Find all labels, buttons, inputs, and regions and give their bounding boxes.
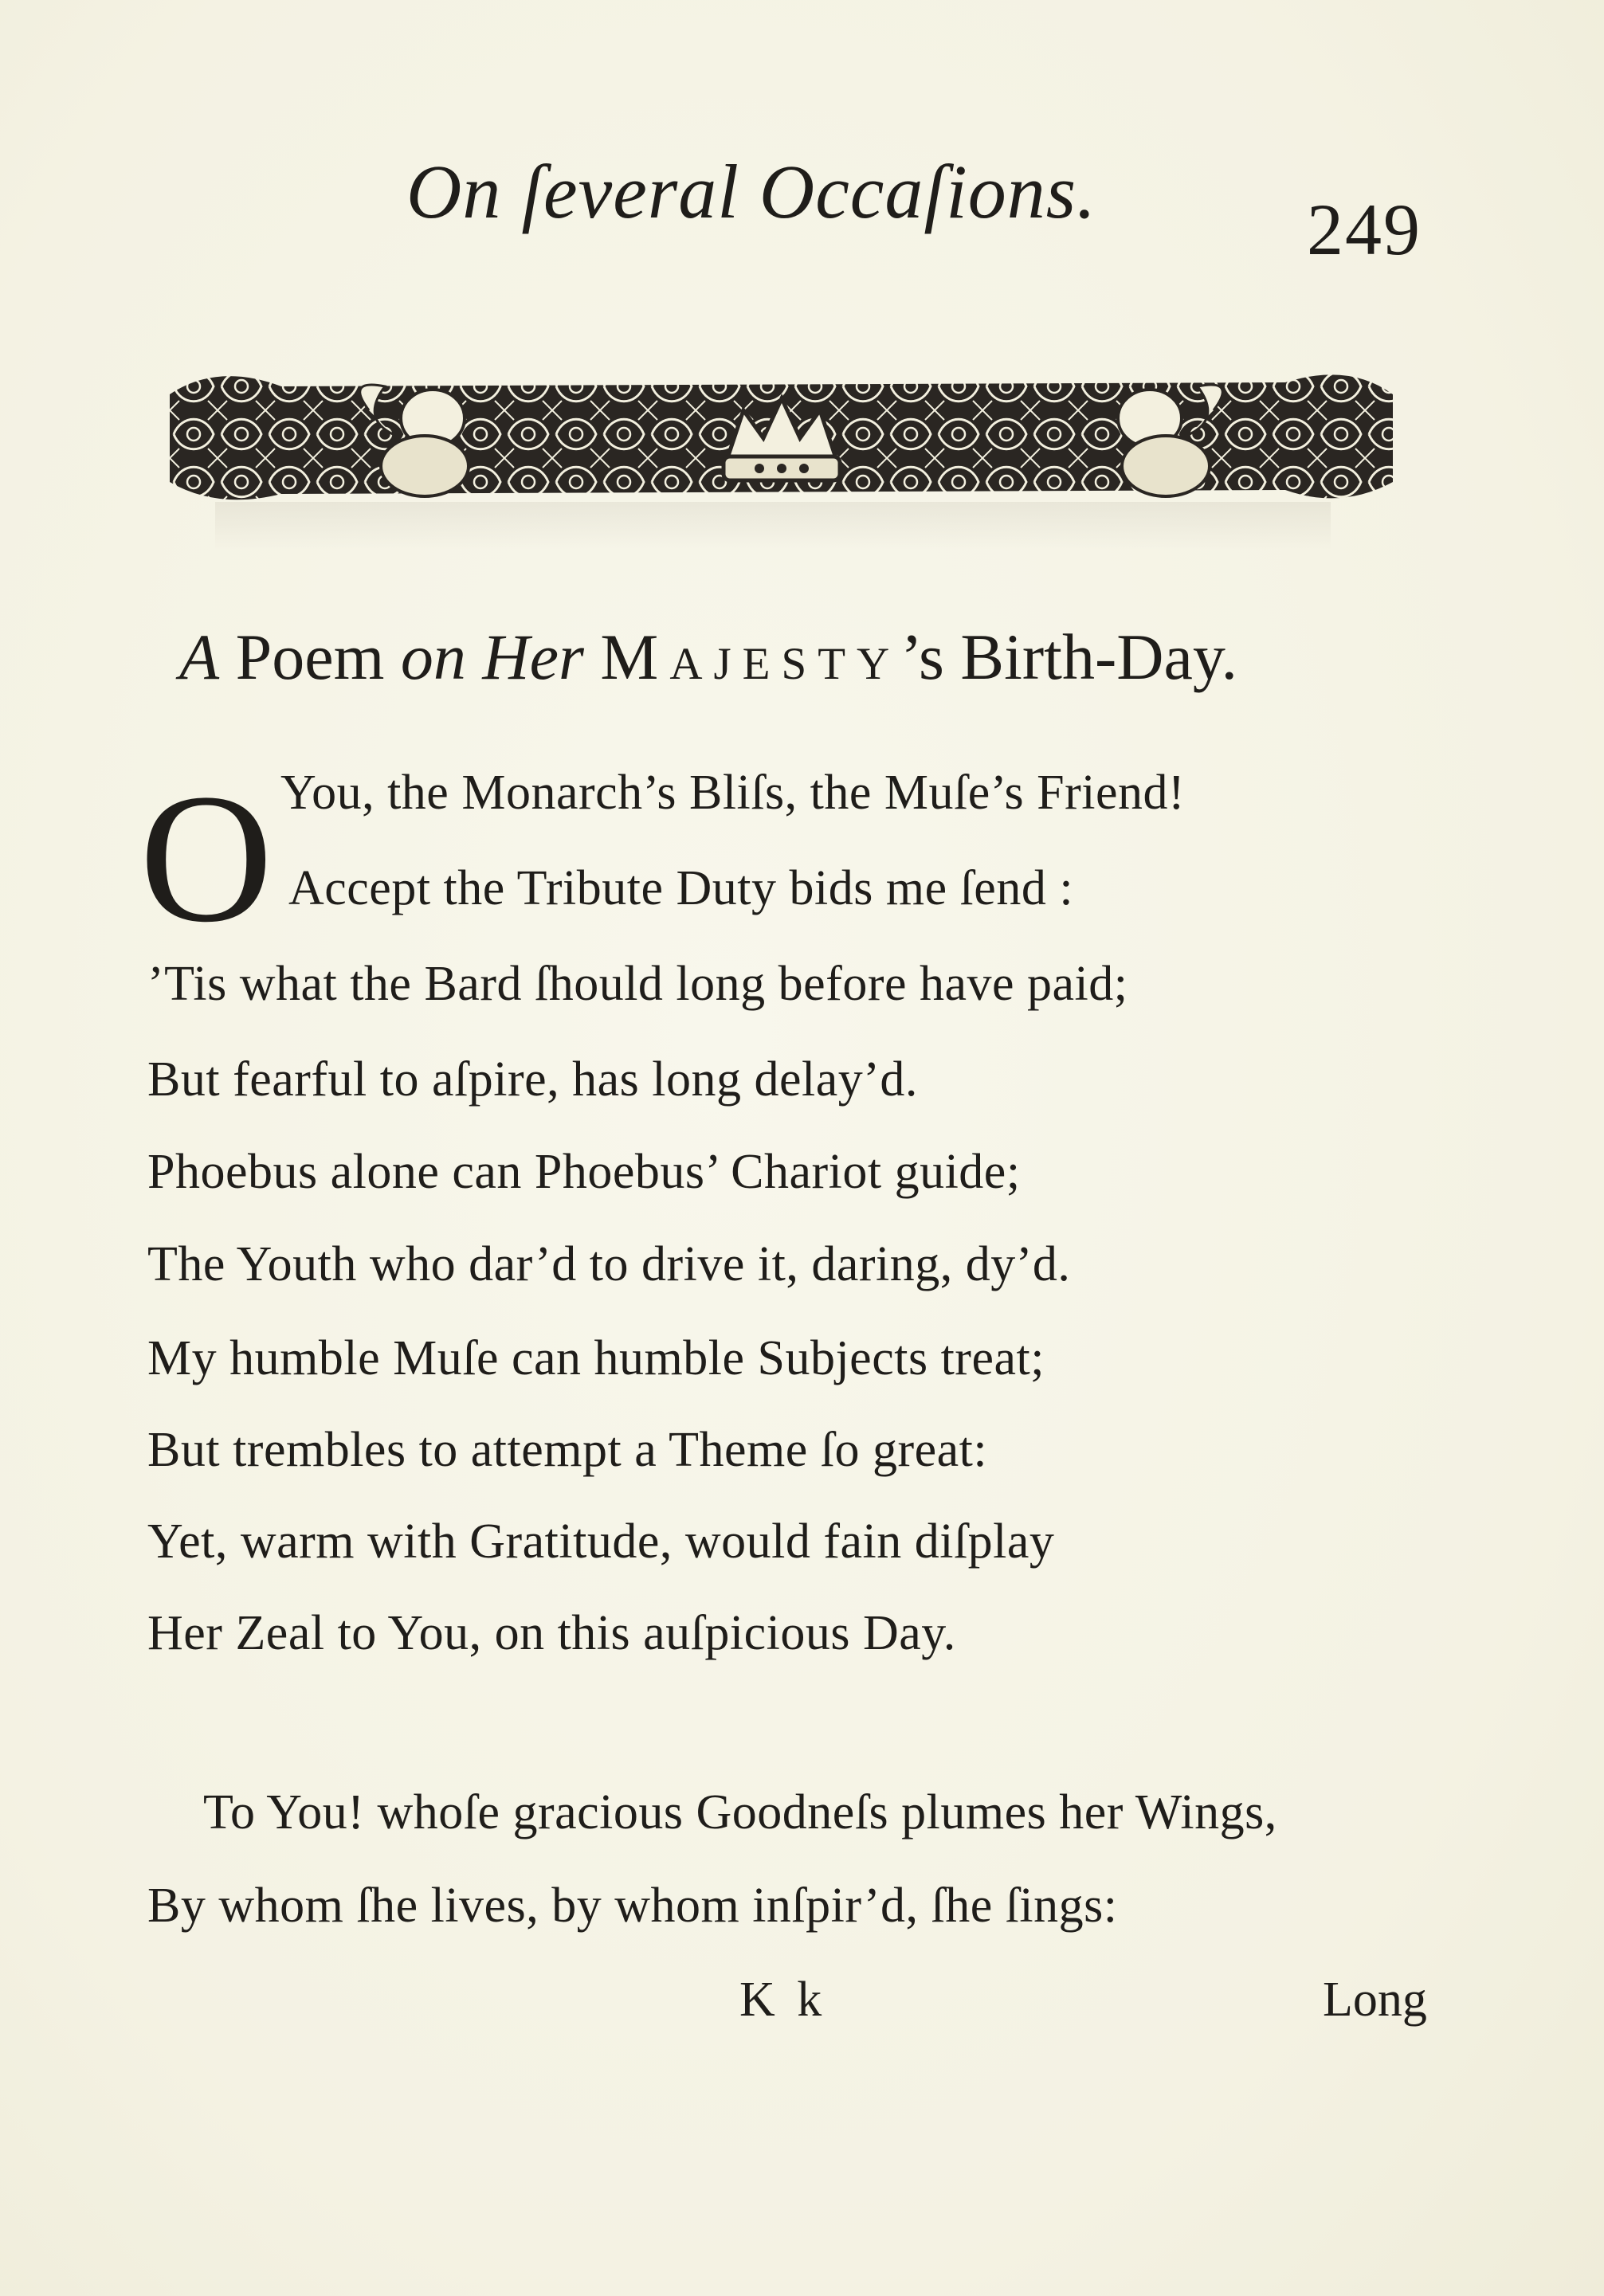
- poem-line-11: To You! whoſe gracious Goodneſs plumes her Wings,: [203, 1785, 1277, 1840]
- running-head: On ſeveral Occaſions.: [406, 149, 1097, 234]
- poem-line-8: But trembles to attempt a Theme ſo great:: [147, 1423, 988, 1477]
- poem-line-5: Phoebus alone can Phoebus’ Chariot guide;: [147, 1145, 1021, 1199]
- poem-line-7: My humble Muſe can humble Subjects treat;: [147, 1331, 1045, 1385]
- signature-mark: K k: [739, 1973, 827, 2027]
- poem-line-10: Her Zeal to You, on this auſpicious Day.: [147, 1606, 956, 1660]
- poem-title: [179, 620, 1422, 695]
- poem-line-4: But fearful to aſpire, has long delay’d.: [147, 1052, 918, 1107]
- headpiece-ornament-icon: [170, 362, 1393, 506]
- title-part-b: Poem: [235, 621, 385, 693]
- poem-line-6: The Youth who dar’d to drive it, daring, dy’d.: [147, 1237, 1071, 1291]
- ornament-offset-shadow: [215, 502, 1331, 550]
- poem-line-9: Yet, warm with Gratitude, would fain diſplay: [147, 1514, 1055, 1569]
- poem-line-3: ’Tis what the Bard ſhould long before have paid;: [147, 957, 1128, 1011]
- poem-line-12: By whom ſhe lives, by whom inſpir’d, ſhe ſings:: [147, 1879, 1118, 1933]
- title-part-a: A: [179, 621, 220, 693]
- page-number: 249: [1307, 189, 1422, 270]
- poem-line-1: You, the Monarch’s Bliſs, the Muſe’s Friend!: [280, 766, 1186, 820]
- title-part-e: ’s Birth-Day.: [900, 621, 1238, 693]
- poem-line-2: Accept the Tribute Duty bids me ſend :: [288, 861, 1074, 915]
- title-part-d: Majesty: [600, 621, 901, 693]
- drop-cap: O: [139, 756, 273, 961]
- catchword: Long: [1323, 1973, 1427, 2027]
- title-part-c: on Her: [400, 621, 584, 693]
